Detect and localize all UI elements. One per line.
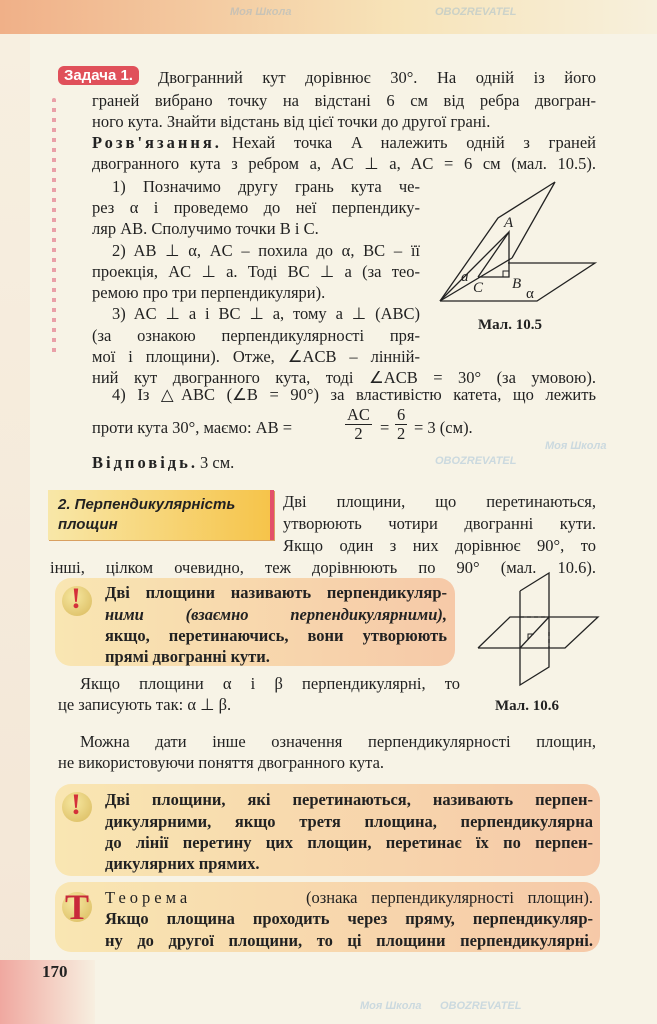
definition-line: дикулярних прямих. <box>105 854 260 873</box>
formula-suffix: = 3 (см). <box>414 418 473 437</box>
step-line: 4) Із △ABC (∠B = 90°) за властивістю катета, що лежить <box>112 385 596 404</box>
figure-10-6-caption: Мал. 10.6 <box>495 698 559 714</box>
watermark: OBOZREVATEL <box>435 6 517 18</box>
solution-text: Нехай точка A належить одній з граней <box>232 133 596 152</box>
step-line: проекція, AC ⊥ a. Тоді BC ⊥ a (за тео- <box>92 262 420 281</box>
section-text-line: утворюють чотири двогранні кути. <box>283 514 596 533</box>
equals-sign: = <box>380 418 390 437</box>
answer-label: Відповідь. <box>92 453 198 472</box>
step-line: 2) AB ⊥ α, AC – похила до α, BC – її <box>112 241 420 260</box>
task-text-line: Двогранний кут дорівнює 30°. На одній із його <box>158 68 596 87</box>
section-title-line: 2. Перпендикулярність <box>58 496 236 513</box>
task-text-line: граней вибрано точку на відстані 6 см від ребра двогран- <box>92 91 596 110</box>
section-title-line: площин <box>58 516 118 533</box>
step-line: ний кут двогранного кута, тоді ∠ACB = 30° (за умовою). <box>92 368 596 387</box>
definition-line: Дві площини називають перпендикуляр- <box>105 583 447 602</box>
definition-line: ними (взаємно перпендикулярними), <box>105 605 447 624</box>
definition-line: якщо, перетинаючись, вони утворюють <box>105 626 447 645</box>
step-line: мої і площини). Отже, ∠ACB – лінній- <box>92 347 420 366</box>
label-a-point: A <box>504 215 514 231</box>
step-line: 1) Позначимо другу грань кута че- <box>112 177 420 196</box>
definition-line: прямі двогранні кути. <box>105 647 270 666</box>
definition-line: дикулярними, якщо третя площина, перпендикулярна <box>105 812 593 831</box>
definition-line: Дві площини, які перетинаються, називають перпен- <box>105 790 593 809</box>
watermark: Моя Школа <box>230 6 292 18</box>
label-alpha: α <box>526 286 534 302</box>
label-c-point: C <box>473 280 484 296</box>
intro-line: Можна дати інше означення перпендикулярності площин, <box>80 732 596 751</box>
figure-10-6 <box>478 573 598 685</box>
task-text-line: ного кута. Знайти відстань від цієї точки до другої грані. <box>92 112 491 131</box>
answer-value: 3 см. <box>200 453 235 472</box>
exclamation-icon: ! <box>62 792 92 822</box>
theorem-line: Якщо площина проходить через пряму, перпендикуляр- <box>105 909 593 928</box>
fraction-denominator: 2 <box>397 424 406 443</box>
watermark: OBOZREVATEL <box>440 1000 522 1012</box>
section-text-line: Якщо один з них дорівнює 90°, то <box>283 536 596 555</box>
page-number: 170 <box>42 962 68 981</box>
section-heading-box <box>48 490 274 540</box>
definition-line: до лінії перетину цих площин, перетинає їх по перпен- <box>105 833 593 852</box>
fraction-numerator: 6 <box>397 405 406 424</box>
label-b-point: B <box>512 276 522 292</box>
fraction-numerator: AC <box>347 405 370 424</box>
notation-line: це записують так: α ⊥ β. <box>58 695 232 714</box>
step-line: рез α і проведемо до неї перпендику- <box>92 198 420 217</box>
step-line: ремою про три перпендикуляри). <box>92 283 326 302</box>
solution-label: Розв'язання. <box>92 133 222 152</box>
task-badge: Задача 1. <box>58 66 139 85</box>
theorem-line: ну до другої площини, то ці площини перпендикулярні. <box>105 931 593 950</box>
watermark: Моя Школа <box>545 440 607 452</box>
section-text-line: Дві площини, що перетинаються, <box>283 492 596 511</box>
fraction-denominator: 2 <box>354 424 363 443</box>
exclamation-icon: ! <box>62 586 92 616</box>
figure-10-5-caption: Мал. 10.5 <box>478 317 542 333</box>
solution-text: двогранного кута з ребром a, AC ⊥ a, AC = 6 см (мал. 10.5). <box>92 154 596 173</box>
triangle-abc <box>478 232 509 277</box>
watermark: Моя Школа <box>360 1000 422 1012</box>
step-line: ляр AB. Сполучимо точки B і C. <box>92 219 319 238</box>
section-text-line: інші, цілком очевидно, теж дорівнюють по 90° (мал. 10.6). <box>50 558 596 577</box>
label-edge-a: a <box>461 269 469 285</box>
formula-prefix: проти кута 30°, маємо: AB = <box>92 418 293 437</box>
notation-line: Якщо площини α і β перпендикулярні, то <box>80 674 460 693</box>
step-line: 3) AC ⊥ a і BC ⊥ a, тому a ⊥ (ABC) <box>112 304 420 323</box>
theorem-title: (ознака перпендикулярності площин). <box>306 888 593 907</box>
intro-line: не використовуючи поняття двогранного кута. <box>58 753 385 772</box>
theorem-t-icon: T <box>62 892 92 922</box>
right-angle-mark <box>503 271 509 277</box>
step-line: (за ознакою перпендикулярності пря- <box>92 326 420 345</box>
watermark: OBOZREVATEL <box>435 455 517 467</box>
theorem-label: Теорема <box>105 888 192 907</box>
